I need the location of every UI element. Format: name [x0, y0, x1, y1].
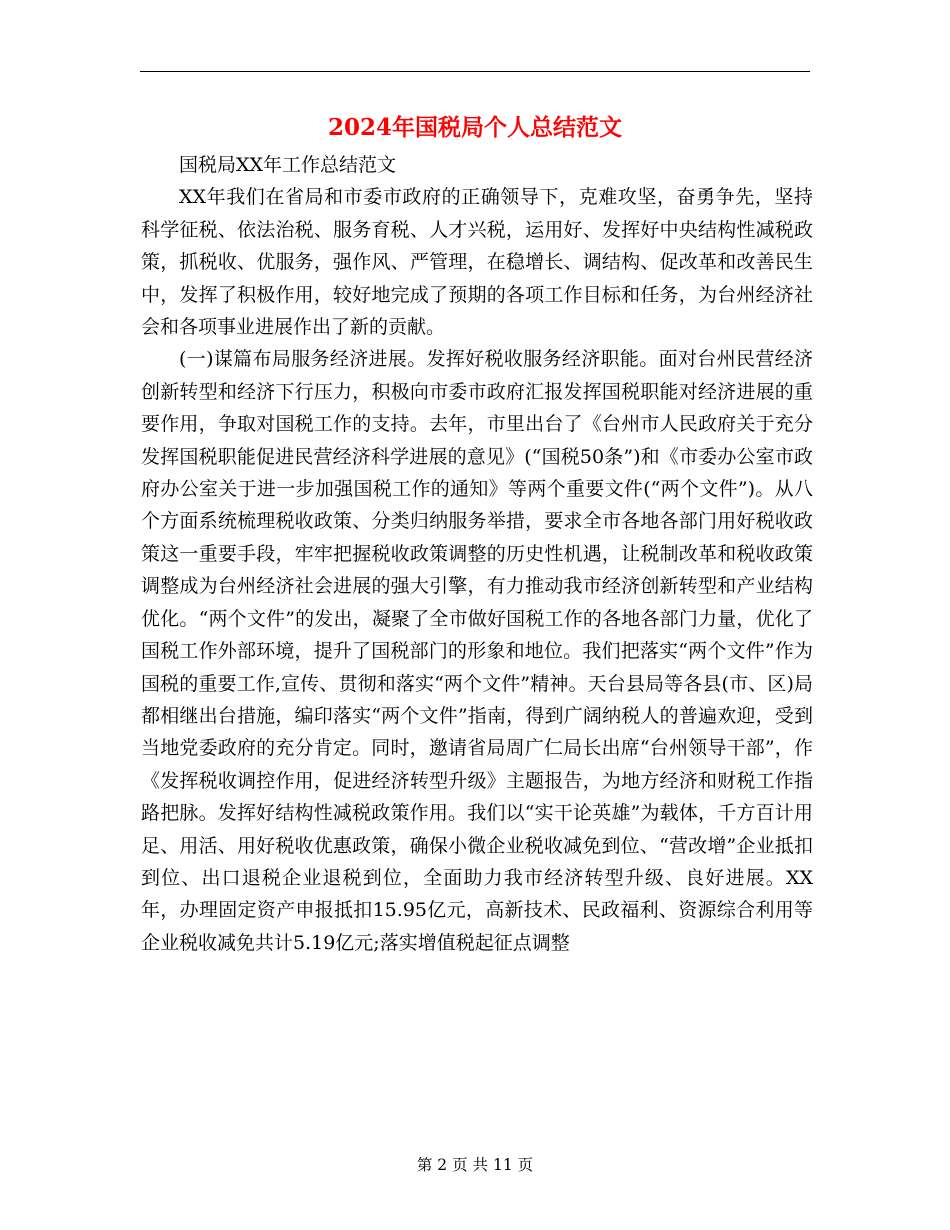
document-title: 2024年国税局个人总结范文	[327, 114, 622, 141]
paragraph-section-1: (一)谋篇布局服务经济进展。发挥好税收服务经济职能。面对台州民营经济创新转型和经济下行压力，积极向市委市政府汇报发挥国税职能对经济进展的重要作用，争取对国税工作的支持。去年，市里出台了《台州市人民政府关于充分发挥国税职能促进民营经济科学进展的意见》(“国税50条”)和《市委办公室市政府办公室关于进一步加强国税工作的通知》等两个重要文件(“两个文件”)。从八个方面系统梳理税收政策、分类归纳服务举措，要求全市各地各部门用好税收政策这一重要手段，牢牢把握税收政策调整的历史性机遇，让税制改革和税收政策调整成为台州经济社会进展的强大引擎，有力推动我市经济创新转型和产业结构优化。“两个文件”的发出，凝聚了全市做好国税工作的各地各部门力量，优化了国税工作外部环境，提升了国税部门的形象和地位。我们把落实“两个文件”作为国税的重要工作,宣传、贯彻和落实“两个文件”精神。天台县局等各县(市、区)局都相继出台措施，编印落实“两个文件”指南，得到广阔纳税人的普遍欢迎，受到当地党委政府的充分肯定。同时，邀请省局周广仁局长出席“台州领导干部”，作《发挥税收调控作用，促进经济转型升级》主题报告，为地方经济和财税工作指路把脉。发挥好结构性减税政策作用。我们以“实干论英雄”为载体，千方百计用足、用活、用好税收优惠政策，确保小微企业税收减免到位、“营改增”企业抵扣到位、出口退税企业退税到位，全面助力我市经济转型升级、良好进展。XX年，办理固定资产申报抵扣15.95亿元，高新技术、民政福利、资源综合利用等企业税收减免共计5.19亿元;落实增值税起征点调整	[141, 348, 813, 954]
header-rule	[140, 71, 810, 72]
page-footer	[0, 1153, 950, 1177]
footer-page-number: 2	[437, 1156, 448, 1174]
footer-prefix: 第	[416, 1156, 433, 1174]
footer-total-pages: 11	[492, 1156, 513, 1174]
paragraph-intro: XX年我们在省局和市委市政府的正确领导下，克难攻坚，奋勇争先，坚持科学征税、依法治税、服务育税、人才兴税，运用好、发挥好中央结构性减税政策，抓税收、优服务，强作风、严管理，在稳增长、调结构、促改革和改善民生中，发挥了积极作用，较好地完成了预期的各项工作目标和任务，为台州经济社会和各项事业进展作出了新的贡献。	[141, 186, 813, 339]
footer-middle: 页 共	[452, 1156, 489, 1174]
footer-suffix: 页	[517, 1156, 534, 1174]
document-body	[141, 149, 813, 959]
paragraph-subtitle: 国税局XX年工作总结范文	[179, 154, 397, 176]
